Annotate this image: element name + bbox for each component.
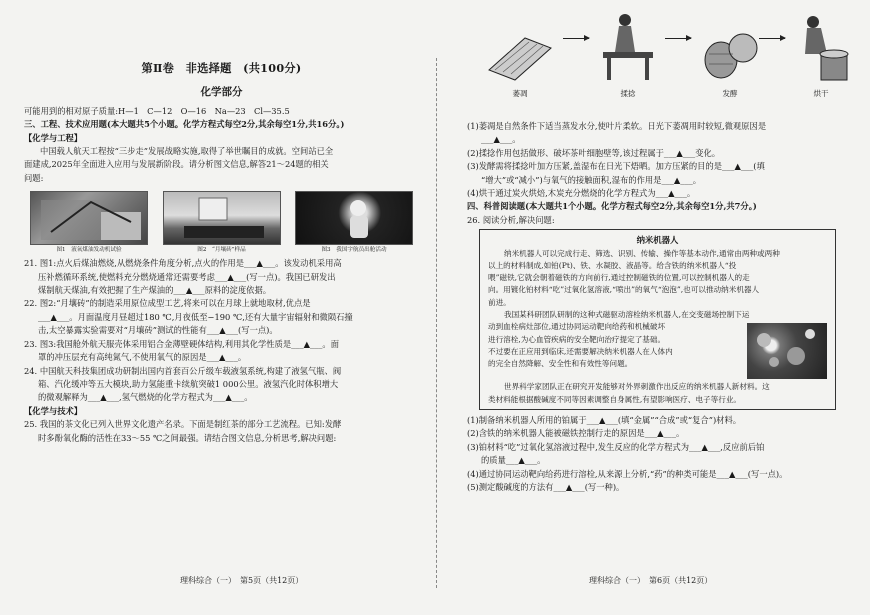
- nanorobot-image: [747, 323, 827, 379]
- step-rolling: [595, 8, 661, 100]
- intro-paragraph: 中国载人航天工程按“三步走”发展战略实施,取得了举世瞩目的成就。空间站已全 面建成,2025年全面进入应用与发展新阶段。请分析图文信息,解答21～24题的相关 问题:: [24, 146, 334, 183]
- figure-1: [30, 191, 148, 255]
- passage-title: 纳米机器人: [636, 235, 679, 246]
- arrow-icon: [563, 38, 589, 39]
- engine-test-art: [31, 192, 148, 244]
- figure-row: [30, 191, 413, 255]
- question-25-subparts: (1)萎凋是自然条件下适当蒸发水分,使叶片柔软。日光下萎凋用时较短,微观原因是 ___▲___。 (2)揉捻作用包括做形、破坏茶叶细胞壁等,该过程属于___▲___变化。 (3)发酵需将揉捻叶加方压紧,盖湿布在日光下焐晒。加方压紧的目的是___▲___(填 “增大”或“减小”)与氧气的接触面积,湿布的作用是___▲___。 (4)烘干通过炭火烘焙,木炭充分燃烧的化学方程式为___▲___。: [467, 121, 767, 199]
- astronaut-photo: [295, 191, 413, 245]
- topic-technology: 【化学与技术】: [24, 405, 83, 416]
- question-26-intro: 26. 阅读分析,解决问题:: [467, 214, 555, 225]
- drying-icon: [791, 8, 851, 86]
- question-25: 25. 我国的茶文化已列入世界文化遗产名录。下面是制红茶的部分工艺流程。已知:发酵 时多酚氧化酶的活性在33～55 ℃之间最强。请结合图文信息,分析思考,解决问题:: [24, 419, 342, 443]
- figure-1-caption: 图1 液氧煤油发动机试验: [56, 247, 122, 254]
- reading-passage-box: 纳米机器人 纳米机器人可以完成行走、筛选、识别、传输、操作等基本动作,通常由两种或两种 以上的材料制成,如铂(Pt)、铁、水凝胶、液晶等。给含铁的纳米机器人“投 喂”磁铁,它就会朝着磁铁的方向前行,通过控制磁铁的位置,可以控制机器人的走 向。用镀化铂材料“吃”过氧化氢溶液,“喷出”的氧气“泡泡”,也可以推动纳米机器人 前进。 我国某科研团队研制的这种式磁驱动溶栓纳米机器人,在交变磁场控制下运 动到血栓病灶部位,通过协同运动靶向给药和机械破坏 进行溶栓,为心血管疾病的安全靶向治疗提定了基础。 不过要在正应用到临床,还需要解决纳米机器人在人体内 的完全自然降解、安全性和有效性等问题。 世界科学家团队正在研究开发能够对外界刺激作出反应的纳米机器人新材料。这 类材料能根据酸碱度不同等因素调整自身属性,有望影响医疗、电子等行业。: [479, 229, 836, 410]
- astronaut-art: [296, 192, 413, 244]
- fermenting-icon: [699, 8, 761, 86]
- section-title: 化学部分: [200, 86, 243, 99]
- step-label: 发酵: [722, 89, 738, 98]
- topic-engineering: 【化学与工程】: [24, 132, 83, 143]
- step-drying: [791, 8, 851, 100]
- moon-brick-art: [164, 192, 281, 244]
- figure-3-caption: 图3 我国宇航员出舱活动: [321, 247, 387, 254]
- arrow-icon: [759, 38, 785, 39]
- figure-2: [163, 191, 281, 255]
- section3-header: 三、工程、技术应用题(本大题共5个小题。化学方程式每空2分,其余每空1分,共16分。): [24, 119, 345, 130]
- figure-3: [295, 191, 413, 255]
- arrow-icon: [665, 38, 691, 39]
- rolling-icon: [595, 8, 661, 86]
- step-label: 揉捻: [620, 89, 636, 98]
- question-21: 21. 图1:点火后煤油燃烧,从燃烧条件角度分析,点火的作用是___▲___。该发动机采用高 压补燃循环系统,使燃料充分燃烧通常还需要考虑___▲___(写一点)。我国已研发出 煤制航天煤油,有效把握了生产煤油的___▲___原料的淀度依据。: [24, 258, 342, 296]
- paper-title: 第Ⅱ卷 非选择题 (共100分): [141, 61, 302, 75]
- step-label: 烘干: [813, 89, 829, 98]
- right-page: [437, 0, 870, 615]
- tea-process-diagram: [467, 8, 844, 120]
- section4-header: 四、科普阅读题(本大题共1个小题。化学方程式每空2分,其余每空1分,共7分。): [467, 201, 757, 212]
- step-fermenting: [699, 8, 761, 100]
- question-26-subparts: (1)制备纳米机器人所用的铂属于___▲___(填“金属”“合成”或“复合”)材料。 (2)含铁的纳米机器人能被磁铁控制行走的原因是___▲___。 (3)铂材料“吃”过氧化氢溶液过程中,发生反应的化学方程式为___▲___,反应前后铂 的质量___▲___。 (4)通过协同运动靶向给药进行溶栓,从来源上分析,“药”的种类可能是___▲___(写一点)。 (5)测定酸碱度的方法有___▲___(写一种)。: [467, 414, 788, 492]
- question-24: 24. 中国航天科技集团成功研制出国内首套百公斤级车载液氢系统,构建了液氢气瓶、阀 箱、汽化缓冲等五大模块,助力氢能重卡续航突破1 000公里。液氢汽化时体积增大 的微观解释为___▲___,氢气燃烧的化学方程式为___▲___。: [24, 365, 342, 403]
- moon-brick-photo: [163, 191, 281, 245]
- step-label: 萎凋: [512, 89, 528, 98]
- page-footer-right: 理科综合（一） 第6页（共12页）: [589, 576, 713, 585]
- figure-2-caption: 图2 “月壤砖”样品: [197, 247, 246, 254]
- question-23: 23. 图3:我国舱外航天服壳体采用铝合金薄壁硬体结构,利用其化学性质是___▲___。面 罩的冲压层充有高纯氮气,不使用氧气的原因是___▲___。: [24, 338, 340, 363]
- withering-icon: [485, 8, 555, 86]
- engine-test-photo: [30, 191, 148, 245]
- atomic-masses: 可能用到的相对原子质量:H—1 C—12 O—16 Na—23 Cl—35.5: [24, 105, 290, 116]
- step-withering: [485, 8, 555, 100]
- page-footer-left: 理科综合（一） 第5页（共12页）: [180, 576, 304, 585]
- question-22: 22. 图2:“月壤砖”的制造采用原位成型工艺,将来可以在月球上就地取材,优点是 ___▲___。月面温度月昼超过180 ℃,月夜低至−190 ℃,还有大量宇宙辐射和微陨石撞 击,太空暴露实验需要对“月壤砖”测试的性能有___▲___(写一点)。: [24, 298, 353, 336]
